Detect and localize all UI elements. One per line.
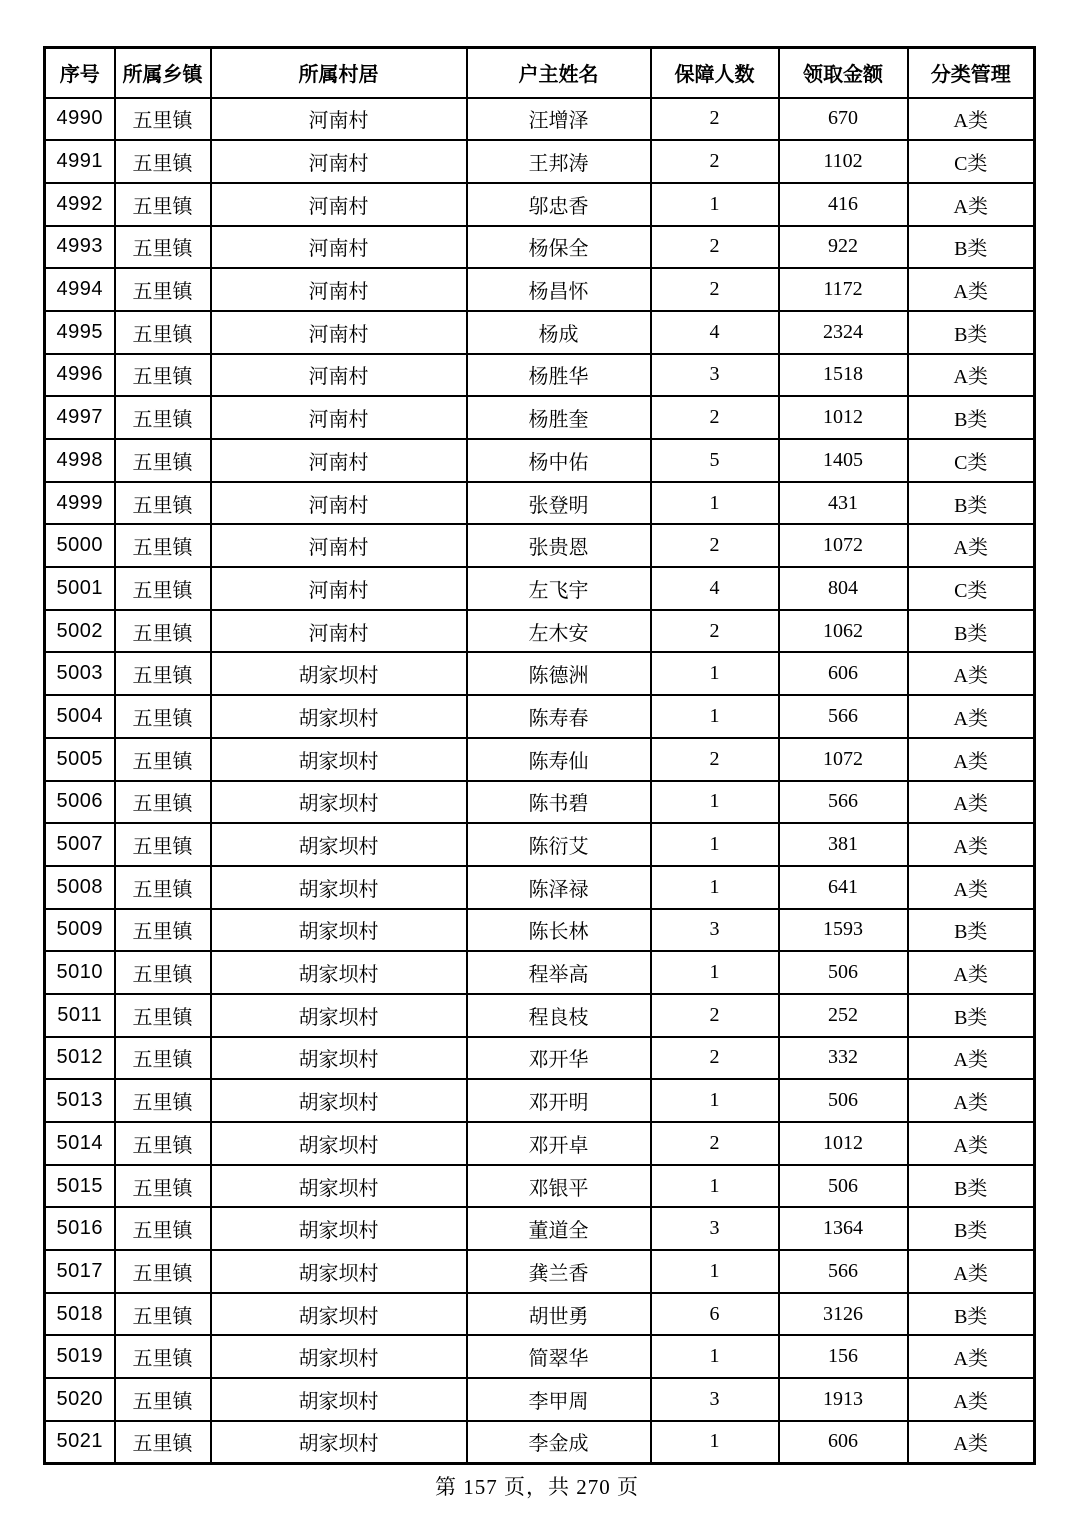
cell-village: 河南村 [211, 439, 467, 482]
cell-category: A类 [908, 183, 1035, 226]
cell-householder: 董道全 [467, 1207, 651, 1250]
cell-village: 河南村 [211, 354, 467, 397]
table-row [45, 1037, 1035, 1080]
cell-amount: 1072 [779, 524, 908, 567]
cell-township: 五里镇 [115, 183, 211, 226]
cell-serial: 4992 [45, 183, 115, 226]
cell-serial: 5019 [45, 1335, 115, 1378]
cell-village: 胡家坝村 [211, 1079, 467, 1122]
cell-serial: 5007 [45, 823, 115, 866]
cell-township: 五里镇 [115, 311, 211, 354]
cell-village: 胡家坝村 [211, 823, 467, 866]
cell-amount: 1364 [779, 1207, 908, 1250]
cell-township: 五里镇 [115, 482, 211, 525]
cell-township: 五里镇 [115, 909, 211, 952]
cell-person_count: 1 [651, 652, 779, 695]
cell-amount: 1062 [779, 610, 908, 653]
cell-householder: 汪增泽 [467, 98, 651, 141]
cell-person_count: 4 [651, 311, 779, 354]
cell-serial: 5012 [45, 1037, 115, 1080]
cell-amount: 566 [779, 695, 908, 738]
cell-serial: 5008 [45, 866, 115, 909]
cell-householder: 杨胜华 [467, 354, 651, 397]
cell-category: B类 [908, 994, 1035, 1037]
cell-township: 五里镇 [115, 1207, 211, 1250]
cell-person_count: 3 [651, 909, 779, 952]
table-row [45, 823, 1035, 866]
cell-amount: 416 [779, 183, 908, 226]
cell-township: 五里镇 [115, 738, 211, 781]
cell-township: 五里镇 [115, 610, 211, 653]
cell-category: B类 [908, 1293, 1035, 1336]
cell-amount: 506 [779, 951, 908, 994]
cell-amount: 606 [779, 1421, 908, 1464]
cell-category: B类 [908, 482, 1035, 525]
cell-category: B类 [908, 610, 1035, 653]
cell-township: 五里镇 [115, 439, 211, 482]
cell-amount: 641 [779, 866, 908, 909]
table-row [45, 1293, 1035, 1336]
cell-village: 胡家坝村 [211, 1207, 467, 1250]
cell-householder: 张贵恩 [467, 524, 651, 567]
cell-township: 五里镇 [115, 951, 211, 994]
cell-person_count: 1 [651, 823, 779, 866]
cell-category: B类 [908, 396, 1035, 439]
cell-householder: 邓开华 [467, 1037, 651, 1080]
cell-householder: 王邦涛 [467, 140, 651, 183]
cell-amount: 1405 [779, 439, 908, 482]
table-row [45, 524, 1035, 567]
cell-serial: 5020 [45, 1378, 115, 1421]
cell-township: 五里镇 [115, 1122, 211, 1165]
cell-amount: 1172 [779, 268, 908, 311]
cell-category: B类 [908, 226, 1035, 269]
cell-village: 胡家坝村 [211, 994, 467, 1037]
cell-person_count: 1 [651, 781, 779, 824]
cell-amount: 1012 [779, 396, 908, 439]
cell-serial: 4996 [45, 354, 115, 397]
cell-township: 五里镇 [115, 1165, 211, 1208]
cell-person_count: 4 [651, 567, 779, 610]
table-row [45, 396, 1035, 439]
table-row [45, 1079, 1035, 1122]
cell-village: 胡家坝村 [211, 1122, 467, 1165]
table-row [45, 1207, 1035, 1250]
cell-person_count: 3 [651, 354, 779, 397]
table-row [45, 1335, 1035, 1378]
cell-amount: 381 [779, 823, 908, 866]
cell-householder: 陈德洲 [467, 652, 651, 695]
column-header-category: 分类管理 [908, 48, 1035, 98]
cell-category: B类 [908, 1165, 1035, 1208]
cell-person_count: 2 [651, 140, 779, 183]
table-row [45, 1122, 1035, 1165]
cell-householder: 简翠华 [467, 1335, 651, 1378]
table-row [45, 311, 1035, 354]
cell-serial: 4991 [45, 140, 115, 183]
cell-township: 五里镇 [115, 140, 211, 183]
cell-amount: 506 [779, 1079, 908, 1122]
cell-person_count: 1 [651, 183, 779, 226]
cell-person_count: 5 [651, 439, 779, 482]
cell-township: 五里镇 [115, 1335, 211, 1378]
cell-person_count: 1 [651, 695, 779, 738]
cell-householder: 陈寿春 [467, 695, 651, 738]
cell-category: B类 [908, 311, 1035, 354]
cell-village: 河南村 [211, 226, 467, 269]
cell-amount: 566 [779, 1250, 908, 1293]
cell-householder: 邬忠香 [467, 183, 651, 226]
cell-person_count: 2 [651, 738, 779, 781]
column-header-village: 所属村居 [211, 48, 467, 98]
cell-householder: 陈泽禄 [467, 866, 651, 909]
cell-township: 五里镇 [115, 354, 211, 397]
cell-category: C类 [908, 439, 1035, 482]
cell-serial: 5013 [45, 1079, 115, 1122]
table-row [45, 951, 1035, 994]
cell-amount: 1593 [779, 909, 908, 952]
table-row [45, 610, 1035, 653]
cell-householder: 邓银平 [467, 1165, 651, 1208]
cell-village: 胡家坝村 [211, 695, 467, 738]
table-row [45, 354, 1035, 397]
cell-person_count: 2 [651, 1037, 779, 1080]
cell-amount: 922 [779, 226, 908, 269]
cell-householder: 李甲周 [467, 1378, 651, 1421]
table-row [45, 1165, 1035, 1208]
cell-township: 五里镇 [115, 396, 211, 439]
cell-householder: 杨保全 [467, 226, 651, 269]
cell-village: 胡家坝村 [211, 781, 467, 824]
column-header-township: 所属乡镇 [115, 48, 211, 98]
cell-category: A类 [908, 354, 1035, 397]
cell-amount: 1012 [779, 1122, 908, 1165]
cell-township: 五里镇 [115, 1293, 211, 1336]
cell-person_count: 1 [651, 1335, 779, 1378]
cell-category: C类 [908, 567, 1035, 610]
cell-amount: 804 [779, 567, 908, 610]
cell-person_count: 2 [651, 610, 779, 653]
table-row [45, 695, 1035, 738]
cell-village: 河南村 [211, 482, 467, 525]
cell-township: 五里镇 [115, 695, 211, 738]
cell-township: 五里镇 [115, 98, 211, 141]
cell-village: 胡家坝村 [211, 652, 467, 695]
table-row [45, 909, 1035, 952]
cell-village: 河南村 [211, 98, 467, 141]
cell-township: 五里镇 [115, 1250, 211, 1293]
cell-householder: 程良枝 [467, 994, 651, 1037]
cell-category: A类 [908, 781, 1035, 824]
cell-township: 五里镇 [115, 524, 211, 567]
cell-householder: 陈书碧 [467, 781, 651, 824]
cell-householder: 胡世勇 [467, 1293, 651, 1336]
cell-village: 胡家坝村 [211, 866, 467, 909]
cell-householder: 程举高 [467, 951, 651, 994]
cell-township: 五里镇 [115, 1037, 211, 1080]
cell-person_count: 1 [651, 1250, 779, 1293]
table-row [45, 567, 1035, 610]
cell-serial: 5021 [45, 1421, 115, 1464]
header-row [45, 48, 1035, 98]
cell-householder: 李金成 [467, 1421, 651, 1464]
cell-category: A类 [908, 98, 1035, 141]
cell-category: A类 [908, 524, 1035, 567]
cell-amount: 1518 [779, 354, 908, 397]
cell-village: 胡家坝村 [211, 909, 467, 952]
table-row [45, 1378, 1035, 1421]
cell-householder: 杨昌怀 [467, 268, 651, 311]
cell-serial: 4998 [45, 439, 115, 482]
cell-serial: 4999 [45, 482, 115, 525]
cell-serial: 5001 [45, 567, 115, 610]
cell-amount: 332 [779, 1037, 908, 1080]
cell-category: A类 [908, 1335, 1035, 1378]
cell-township: 五里镇 [115, 781, 211, 824]
cell-householder: 陈长林 [467, 909, 651, 952]
cell-township: 五里镇 [115, 567, 211, 610]
cell-village: 河南村 [211, 183, 467, 226]
cell-person_count: 6 [651, 1293, 779, 1336]
table-body [45, 98, 1035, 1464]
cell-village: 胡家坝村 [211, 1165, 467, 1208]
cell-person_count: 1 [651, 866, 779, 909]
cell-person_count: 2 [651, 994, 779, 1037]
cell-amount: 2324 [779, 311, 908, 354]
cell-serial: 5005 [45, 738, 115, 781]
cell-category: A类 [908, 1037, 1035, 1080]
cell-serial: 4995 [45, 311, 115, 354]
cell-person_count: 3 [651, 1378, 779, 1421]
cell-amount: 670 [779, 98, 908, 141]
cell-village: 河南村 [211, 524, 467, 567]
cell-village: 胡家坝村 [211, 1293, 467, 1336]
cell-serial: 5017 [45, 1250, 115, 1293]
table-row [45, 866, 1035, 909]
cell-category: A类 [908, 1079, 1035, 1122]
cell-village: 胡家坝村 [211, 1378, 467, 1421]
cell-category: A类 [908, 695, 1035, 738]
cell-amount: 252 [779, 994, 908, 1037]
cell-person_count: 2 [651, 396, 779, 439]
cell-householder: 左飞宇 [467, 567, 651, 610]
cell-serial: 5015 [45, 1165, 115, 1208]
cell-person_count: 2 [651, 268, 779, 311]
column-header-amount: 领取金额 [779, 48, 908, 98]
cell-person_count: 1 [651, 1165, 779, 1208]
cell-village: 胡家坝村 [211, 1335, 467, 1378]
cell-serial: 5004 [45, 695, 115, 738]
column-header-householder: 户主姓名 [467, 48, 651, 98]
table-row [45, 226, 1035, 269]
cell-householder: 陈寿仙 [467, 738, 651, 781]
cell-village: 河南村 [211, 140, 467, 183]
cell-serial: 5014 [45, 1122, 115, 1165]
cell-serial: 5003 [45, 652, 115, 695]
cell-amount: 1072 [779, 738, 908, 781]
column-header-person_count: 保障人数 [651, 48, 779, 98]
cell-amount: 431 [779, 482, 908, 525]
cell-village: 河南村 [211, 268, 467, 311]
table-row [45, 994, 1035, 1037]
table-row [45, 482, 1035, 525]
cell-person_count: 2 [651, 1122, 779, 1165]
cell-serial: 5011 [45, 994, 115, 1037]
cell-category: A类 [908, 1421, 1035, 1464]
cell-person_count: 1 [651, 1079, 779, 1122]
cell-householder: 邓开明 [467, 1079, 651, 1122]
cell-township: 五里镇 [115, 994, 211, 1037]
cell-village: 胡家坝村 [211, 951, 467, 994]
cell-category: C类 [908, 140, 1035, 183]
table-row [45, 652, 1035, 695]
cell-township: 五里镇 [115, 866, 211, 909]
cell-serial: 5010 [45, 951, 115, 994]
cell-township: 五里镇 [115, 1421, 211, 1464]
cell-serial: 5006 [45, 781, 115, 824]
page-footer: 第 157 页，共 270 页 [435, 1475, 639, 1499]
cell-serial: 5009 [45, 909, 115, 952]
cell-householder: 张登明 [467, 482, 651, 525]
cell-township: 五里镇 [115, 823, 211, 866]
cell-category: A类 [908, 1378, 1035, 1421]
cell-amount: 566 [779, 781, 908, 824]
cell-person_count: 2 [651, 524, 779, 567]
cell-serial: 5000 [45, 524, 115, 567]
cell-householder: 杨成 [467, 311, 651, 354]
cell-amount: 3126 [779, 1293, 908, 1336]
cell-category: A类 [908, 738, 1035, 781]
cell-village: 胡家坝村 [211, 1421, 467, 1464]
cell-amount: 506 [779, 1165, 908, 1208]
table-row [45, 140, 1035, 183]
cell-township: 五里镇 [115, 226, 211, 269]
cell-category: B类 [908, 909, 1035, 952]
cell-householder: 龚兰香 [467, 1250, 651, 1293]
cell-village: 河南村 [211, 567, 467, 610]
cell-township: 五里镇 [115, 1378, 211, 1421]
table-row [45, 738, 1035, 781]
table-row [45, 98, 1035, 141]
cell-category: B类 [908, 1207, 1035, 1250]
cell-serial: 5018 [45, 1293, 115, 1336]
cell-person_count: 2 [651, 226, 779, 269]
cell-amount: 1102 [779, 140, 908, 183]
cell-person_count: 1 [651, 482, 779, 525]
cell-person_count: 1 [651, 951, 779, 994]
table-row [45, 1421, 1035, 1464]
cell-serial: 5002 [45, 610, 115, 653]
cell-householder: 左木安 [467, 610, 651, 653]
cell-amount: 606 [779, 652, 908, 695]
table-row [45, 268, 1035, 311]
cell-person_count: 2 [651, 98, 779, 141]
cell-serial: 4994 [45, 268, 115, 311]
cell-category: A类 [908, 866, 1035, 909]
cell-village: 胡家坝村 [211, 1250, 467, 1293]
cell-category: A类 [908, 652, 1035, 695]
cell-village: 河南村 [211, 396, 467, 439]
cell-householder: 陈衍艾 [467, 823, 651, 866]
cell-serial: 4993 [45, 226, 115, 269]
cell-serial: 4997 [45, 396, 115, 439]
cell-category: A类 [908, 268, 1035, 311]
cell-householder: 邓开卓 [467, 1122, 651, 1165]
cell-serial: 4990 [45, 98, 115, 141]
table-row [45, 183, 1035, 226]
cell-village: 河南村 [211, 311, 467, 354]
cell-category: A类 [908, 823, 1035, 866]
cell-amount: 1913 [779, 1378, 908, 1421]
cell-village: 胡家坝村 [211, 1037, 467, 1080]
cell-township: 五里镇 [115, 1079, 211, 1122]
cell-amount: 156 [779, 1335, 908, 1378]
column-header-serial: 序号 [45, 48, 115, 98]
cell-person_count: 1 [651, 1421, 779, 1464]
cell-person_count: 3 [651, 1207, 779, 1250]
cell-village: 河南村 [211, 610, 467, 653]
cell-serial: 5016 [45, 1207, 115, 1250]
table-row [45, 781, 1035, 824]
table-row [45, 439, 1035, 482]
cell-householder: 杨胜奎 [467, 396, 651, 439]
cell-category: A类 [908, 951, 1035, 994]
cell-category: A类 [908, 1250, 1035, 1293]
cell-township: 五里镇 [115, 268, 211, 311]
table-row [45, 1250, 1035, 1293]
benefit-roster-table [43, 46, 1036, 1465]
cell-township: 五里镇 [115, 652, 211, 695]
cell-category: A类 [908, 1122, 1035, 1165]
cell-householder: 杨中佑 [467, 439, 651, 482]
cell-village: 胡家坝村 [211, 738, 467, 781]
